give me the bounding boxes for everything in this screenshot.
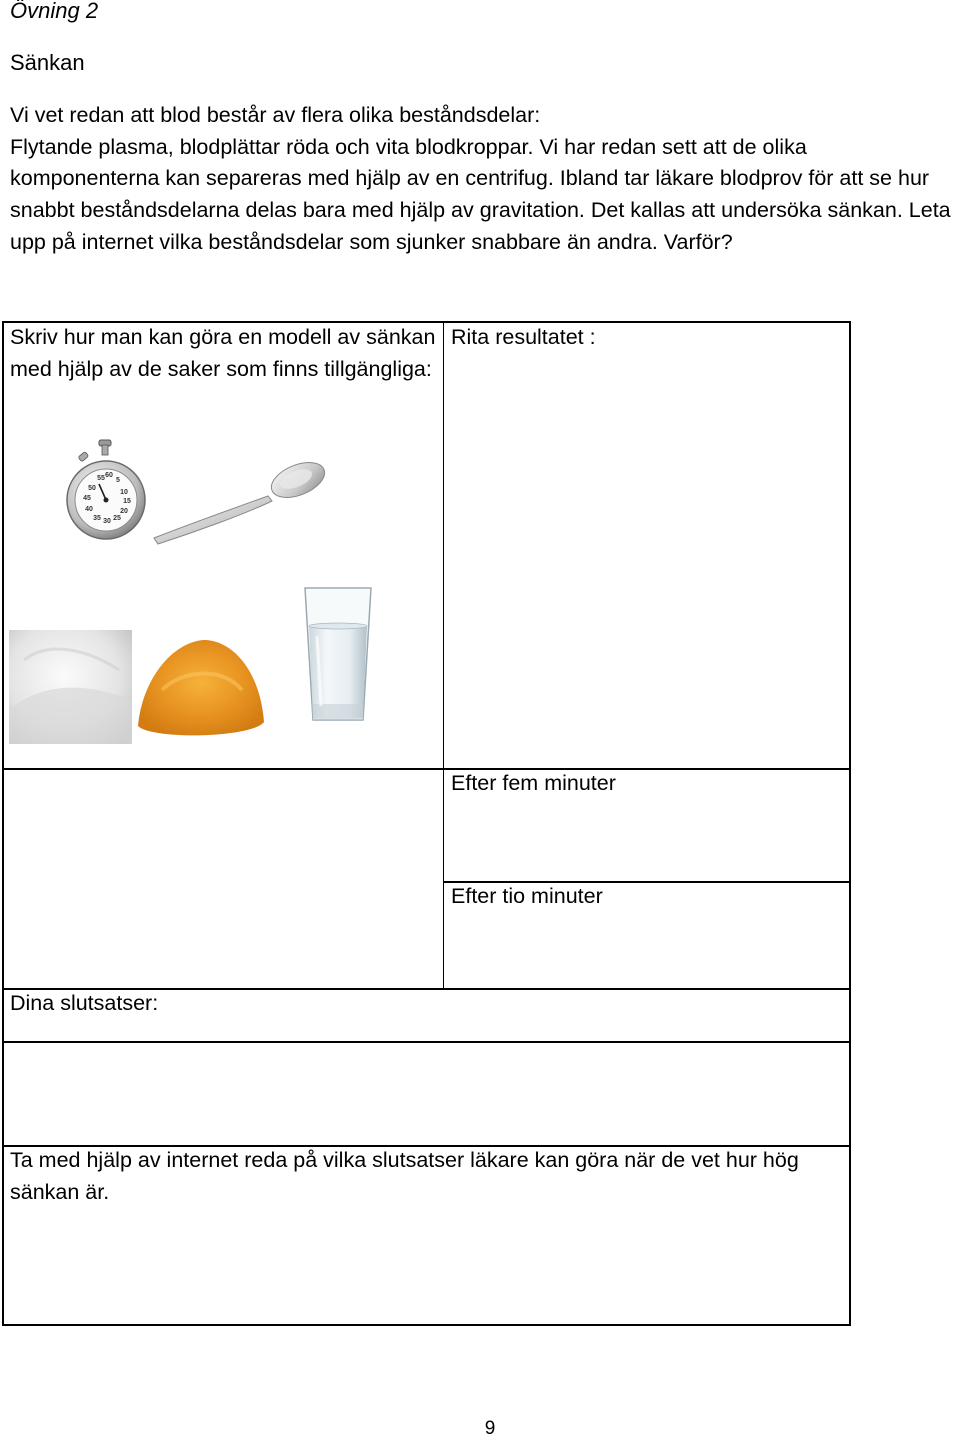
intro-text [10,100,960,259]
conclusions-label: Dina slutsatser: [10,991,159,1015]
stopwatch-number: 35 [93,515,101,522]
stopwatch-number: 30 [103,518,111,525]
after-ten-minutes-label: Efter tio minuter [451,884,603,908]
draw-result-prompt: Rita resultatet : [451,325,596,349]
flour-pile-image [9,630,132,744]
after-five-minutes-label: Efter fem minuter [451,771,616,795]
stopwatch-number: 60 [105,472,113,479]
stopwatch-number: 5 [116,477,120,484]
exercise-title: Övning 2 [10,0,99,23]
stopwatch-icon [66,440,150,544]
water-glass-image [303,586,373,726]
page-number: 9 [484,1418,496,1439]
stopwatch-number: 55 [97,475,105,482]
page-subtitle: Sänkan [10,50,85,75]
stopwatch-number: 50 [88,485,96,492]
internet-task: Ta med hjälp av internet reda på vilka slutsatser läkare kan göra när de vet hur hög sänkan är. [10,1148,799,1204]
table-border-right [849,321,851,1326]
intro-paragraph: Flytande plasma, blodplättar röda och vita blodkroppar. Vi har redan sett att de olika komponenterna kan separeras med hjälp av en centrifug. Ibland tar läkare blodprov för att se hur snabbt beståndsdelarna delas bara med hjälp av gravitation. Det kallas att undersöka sänkan. Leta upp på internet vilka beståndsdelar som sjunker snabbare än andra. Varför? [10,134,951,254]
spoon-icon [150,458,328,548]
stopwatch-number: 20 [120,508,128,515]
sugar-pile-image [132,630,268,744]
intro-line-1: Vi vet redan att blod består av flera olika beståndsdelar: [10,103,541,127]
table-border-bottom [2,1324,850,1326]
stopwatch-number: 25 [113,515,121,522]
stopwatch-number: 45 [83,495,91,502]
stopwatch-number: 40 [85,506,93,513]
stopwatch-number: 15 [123,498,131,505]
table-divider-conclusions-body [2,1041,850,1043]
stopwatch-number: 10 [120,489,128,496]
table-column-divider [443,321,445,989]
table-border-left [2,321,4,1326]
model-prompt: Skriv hur man kan göra en modell av sänkan med hjälp av de saker som finns tillgängliga: [10,325,436,381]
